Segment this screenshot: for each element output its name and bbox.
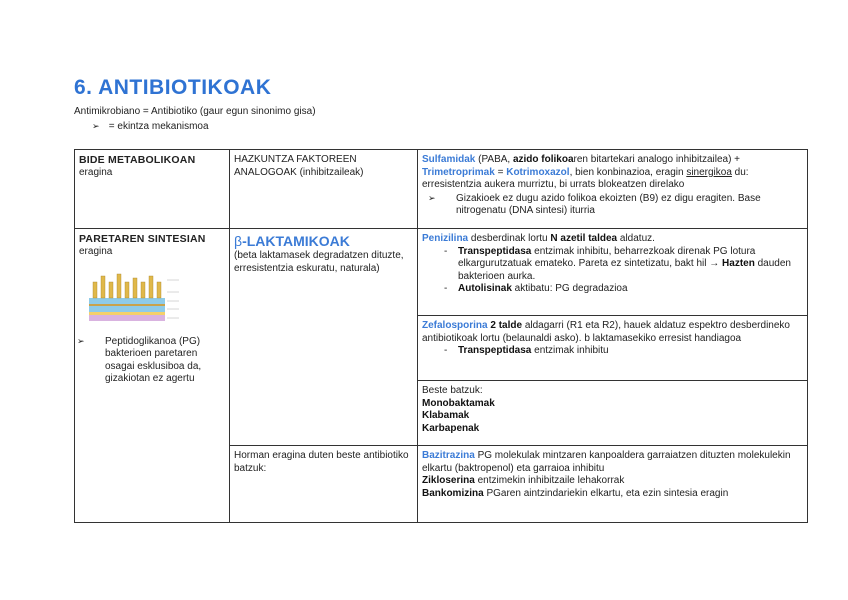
cell-horma-detail bbox=[418, 446, 808, 523]
cell-wall-head bbox=[75, 229, 230, 523]
text: aktibatu: PG degradazioa bbox=[511, 283, 628, 294]
category-label: HAZKUNTZA FAKTOREEN ANALOGOAK (inhibitzaileak) bbox=[234, 154, 364, 178]
table-row bbox=[75, 150, 808, 229]
underlined-term: sinergikoa bbox=[686, 166, 732, 178]
list-item bbox=[422, 345, 803, 358]
table-row bbox=[75, 229, 808, 316]
drug-name: Trimetroprimak bbox=[422, 166, 495, 178]
list-item bbox=[422, 283, 803, 296]
intro-line-2 bbox=[92, 121, 209, 132]
sulfa-paragraph bbox=[422, 154, 803, 192]
cell-others bbox=[418, 381, 808, 446]
text: PGaren aintzindariekin elkartu, eta ezin sintesia eragin bbox=[483, 487, 729, 499]
row-subheading: eragina bbox=[79, 166, 113, 178]
text: dauden bakterioen aurka. bbox=[458, 258, 791, 282]
section-description: (beta laktamasek degradatzen dituzte, erresistentzia eskuratu, naturala) bbox=[234, 250, 404, 274]
bold-term: Hazten bbox=[722, 258, 755, 269]
arrow-bullet-icon: ➢ bbox=[77, 335, 85, 346]
list-item bbox=[79, 335, 225, 386]
text: entzimak inhibitu, beharrezkoak direnak PG lotura elkargurutzatuak emateko. Pareta ez sintetizatu, bakt hil → bbox=[458, 245, 756, 269]
list-item bbox=[422, 192, 803, 218]
text: du: erresistentzia aukera murriztu, bi urrats blokeatzen direlako bbox=[422, 166, 749, 190]
bold-term: 2 talde bbox=[490, 320, 523, 331]
antibiotic-table bbox=[74, 149, 808, 523]
beta-symbol: β bbox=[234, 233, 243, 249]
category-label: Horman eragina duten beste antibiotiko batzuk: bbox=[234, 450, 409, 474]
bold-term: Bankomizina bbox=[422, 487, 484, 499]
text: aldatuz. bbox=[617, 233, 655, 244]
intro-line-1: Antimikrobiano = Antibiotiko (gaur egun sinonimo gisa) bbox=[74, 106, 316, 117]
bold-term: Autolisinak bbox=[458, 283, 512, 294]
drug-name: Kotrimoxazol bbox=[506, 166, 570, 178]
text: ren bitartekari analogo inhibitzailea) + bbox=[573, 154, 741, 165]
cell-metabolic-detail bbox=[418, 150, 808, 229]
cell-metabolic-head bbox=[75, 150, 230, 229]
dash-bullet: - bbox=[444, 345, 448, 356]
cell-metabolic-mid bbox=[230, 150, 418, 229]
page-title: 6. ANTIBIOTIKOAK bbox=[74, 76, 272, 99]
cell-horma-mid bbox=[230, 446, 418, 523]
text: entzimekin inhibitzaile lehakorrak bbox=[474, 475, 625, 486]
row-heading: PARETAREN SINTESIAN bbox=[79, 233, 206, 245]
bold-term: N azetil taldea bbox=[550, 233, 618, 244]
drug-list-item: Karbapenak bbox=[422, 422, 480, 434]
drug-list-item: Klabamak bbox=[422, 410, 470, 421]
bold-term: azido folikoa bbox=[512, 154, 574, 165]
peptidoglycan-illustration bbox=[87, 268, 225, 329]
section-title-text: -LAKTAMIKOAK bbox=[242, 233, 350, 249]
text: desberdinak lortu bbox=[468, 233, 551, 244]
cell-wall-diagram-icon bbox=[87, 268, 187, 324]
cephalosporin-paragraph bbox=[422, 320, 803, 345]
text: PG molekulak mintzaren kanpoaldera garraiatzen dituzten molekulekin elkartu (baktropenol) eta garraioa inhibitu bbox=[422, 450, 791, 474]
list-item bbox=[422, 246, 803, 284]
drug-list-item: Monobaktamak bbox=[422, 397, 495, 409]
others-intro: Beste batzuk: bbox=[422, 385, 483, 396]
text: aldagarri (R1 eta R2), hauek aldatuz espektro desberdineko antibiotikoak lortu (belaunaldi asko). b laktamasekiko erresist handiagoa bbox=[422, 320, 790, 344]
drug-name: Penizilina bbox=[422, 233, 469, 244]
penicillin-paragraph bbox=[422, 233, 803, 246]
cell-beta-lactam bbox=[230, 229, 418, 446]
arrow-bullet-icon: ➢ bbox=[92, 121, 100, 131]
drug-name: Sulfamidak bbox=[422, 154, 476, 165]
cell-cephalosporin bbox=[418, 316, 808, 381]
cell-penicillin bbox=[418, 229, 808, 316]
note-text: Peptidoglikanoa (PG) bakterioen paretaren osagai esklusiboa da, gizakiotan ez agertu bbox=[105, 335, 202, 384]
cycloserine-paragraph bbox=[422, 475, 803, 488]
row-heading: BIDE METABOLIKOAN bbox=[79, 154, 196, 166]
text: (PABA, bbox=[475, 154, 513, 165]
dash-bullet: - bbox=[444, 283, 448, 294]
text: entzimak inhibitu bbox=[531, 345, 609, 356]
text: = bbox=[494, 166, 507, 178]
drug-name: Bazitrazina bbox=[422, 450, 475, 461]
bold-term: Transpeptidasa bbox=[458, 245, 532, 257]
bacitracin-paragraph bbox=[422, 450, 803, 475]
drug-name: Zefalosporina bbox=[422, 320, 488, 331]
text: , bien konbinazioa, eragin bbox=[569, 166, 687, 178]
bold-term: Zikloserina bbox=[422, 475, 475, 486]
list-item-text: Gizakioek ez dugu azido folikoa ekoizten (B9) ez digu eragiten. Base nitrogenatu (DNA sintesi) iturria bbox=[456, 192, 761, 216]
arrow-bullet-icon: ➢ bbox=[428, 192, 436, 203]
section-title bbox=[234, 233, 413, 250]
intro-line-2-text: = ekintza mekanismoa bbox=[108, 121, 209, 132]
row-subheading: eragina bbox=[79, 245, 113, 257]
dash-bullet: - bbox=[444, 245, 448, 257]
bold-term: Transpeptidasa bbox=[458, 345, 532, 356]
vancomycin-paragraph bbox=[422, 488, 803, 501]
